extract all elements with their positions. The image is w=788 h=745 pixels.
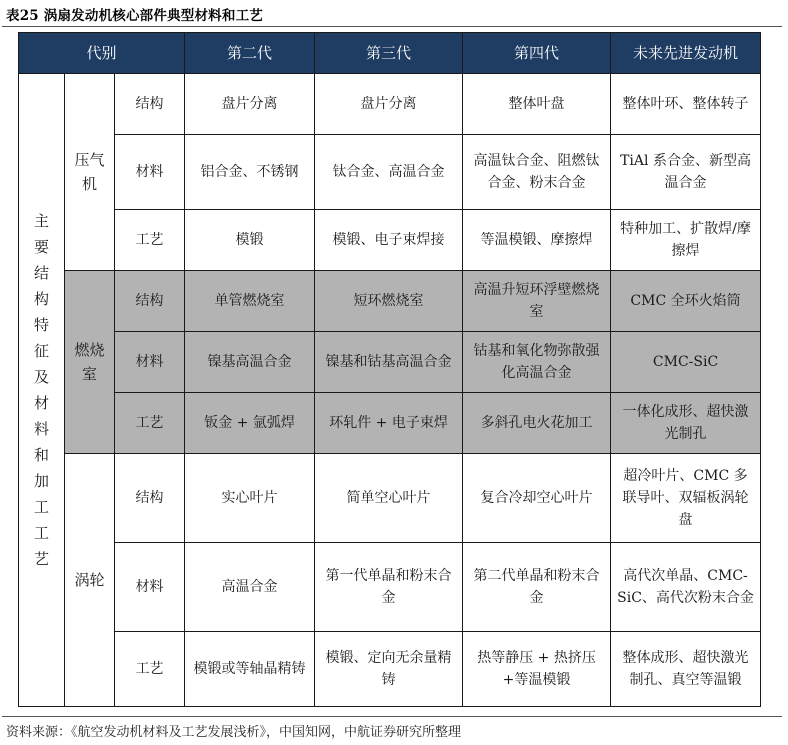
gen3-cell: 模锻、定向无余量精铸 [315,632,463,707]
title-divider [2,26,782,27]
future-cell: 超冷叶片、CMC 多联导叶、双辐板涡轮盘 [611,454,761,543]
header-gen3: 第三代 [315,33,463,74]
future-cell: 高代次单晶、CMC-SiC、高代次粉末合金 [611,543,761,632]
future-cell: TiAl 系合金、新型高温合金 [611,135,761,210]
table-title: 表25 涡扇发动机核心部件典型材料和工艺 [6,8,263,24]
attr-cell: 材料 [115,135,185,210]
gen3-cell: 镍基和钴基高温合金 [315,332,463,393]
section-turbine [65,454,115,707]
future-cell: 一体化成形、超快激光制孔 [611,393,761,454]
attr-cell: 材料 [115,332,185,393]
header-future: 未来先进发动机 [611,33,761,74]
future-cell: 整体叶环、整体转子 [611,74,761,135]
gen4-cell: 高温钛合金、阻燃钛合金、粉末合金 [463,135,611,210]
gen4-cell: 复合冷却空心叶片 [463,454,611,543]
attr-cell: 结构 [115,74,185,135]
table-row [19,210,761,271]
table-row [19,135,761,210]
materials-table [18,32,761,707]
gen2-cell: 铝合金、不锈钢 [185,135,315,210]
gen3-cell: 盘片分离 [315,74,463,135]
future-cell: CMC 全环火焰筒 [611,271,761,332]
table-row [19,543,761,632]
gen2-cell: 单管燃烧室 [185,271,315,332]
gen2-cell: 盘片分离 [185,74,315,135]
attr-cell: 工艺 [115,210,185,271]
attr-cell: 结构 [115,454,185,543]
section-label: 涡轮 [74,571,105,589]
gen2-cell: 模锻 [185,210,315,271]
main-label-cell [19,74,65,707]
gen2-cell: 镍基高温合金 [185,332,315,393]
table-row [19,632,761,707]
gen4-cell: 热等静压 + 热挤压+等温模锻 [463,632,611,707]
table-row [19,74,761,135]
source-divider [2,716,782,717]
gen4-cell: 高温升短环浮壁燃烧室 [463,271,611,332]
gen4-cell: 等温模锻、摩擦焊 [463,210,611,271]
table-row [19,271,761,332]
header-category: 代别 [19,33,185,74]
header-gen2: 第二代 [185,33,315,74]
gen4-cell: 多斜孔电火花加工 [463,393,611,454]
gen3-cell: 钛合金、高温合金 [315,135,463,210]
gen2-cell: 实心叶片 [185,454,315,543]
gen2-cell: 模锻或等轴晶精铸 [185,632,315,707]
table-row [19,454,761,543]
attr-cell: 材料 [115,543,185,632]
attr-cell: 结构 [115,271,185,332]
section-label: 压气机 [74,151,105,193]
gen3-cell: 短环燃烧室 [315,271,463,332]
main-label: 主要结构特征及材料和加工工艺 [33,212,49,568]
gen2-cell: 高温合金 [185,543,315,632]
gen4-cell: 第二代单晶和粉末合金 [463,543,611,632]
section-compressor [65,74,115,271]
future-cell: 整体成形、超快激光制孔、真空等温锻 [611,632,761,707]
gen3-cell: 环轧件 + 电子束焊 [315,393,463,454]
future-cell: 特种加工、扩散焊/摩擦焊 [611,210,761,271]
attr-cell: 工艺 [115,393,185,454]
section-label: 燃烧室 [74,341,105,383]
table-row [19,332,761,393]
header-gen4: 第四代 [463,33,611,74]
gen3-cell: 简单空心叶片 [315,454,463,543]
future-cell: CMC-SiC [611,332,761,393]
gen2-cell: 钣金 + 氩弧焊 [185,393,315,454]
gen3-cell: 模锻、电子束焊接 [315,210,463,271]
table-row [19,393,761,454]
source-note: 资料来源：《航空发动机材料及工艺发展浅析》，中国知网，中航证券研究所整理 [6,725,462,740]
attr-cell: 工艺 [115,632,185,707]
gen4-cell: 钴基和氧化物弥散强化高温合金 [463,332,611,393]
gen4-cell: 整体叶盘 [463,74,611,135]
header-row [19,33,761,74]
gen3-cell: 第一代单晶和粉末合金 [315,543,463,632]
section-combustor [65,271,115,454]
